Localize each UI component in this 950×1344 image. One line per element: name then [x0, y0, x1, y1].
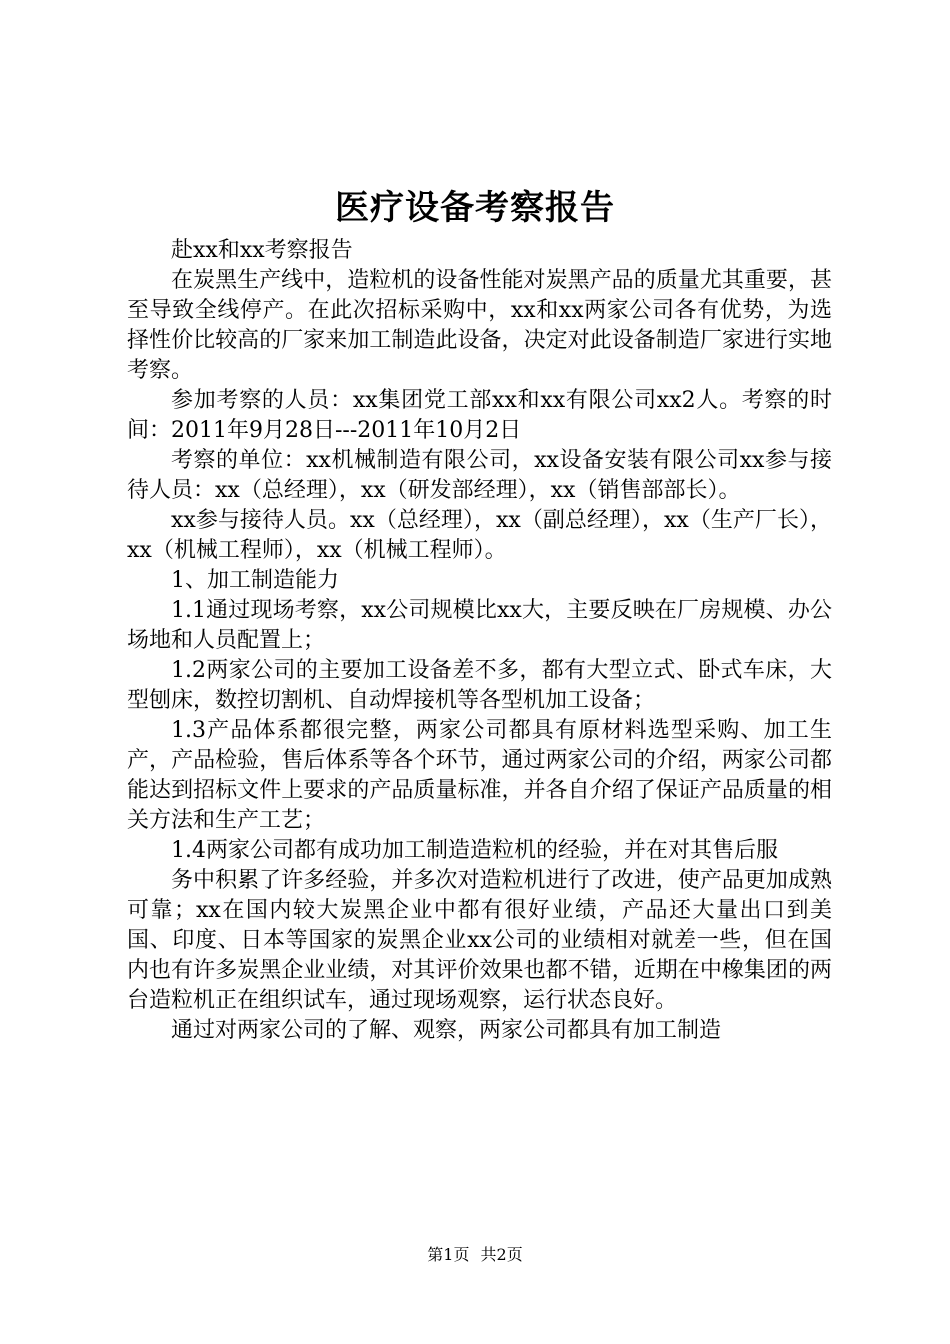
paragraph: 参加考察的人员：xx集团党工部xx和xx有限公司xx2人。考察的时间：2011年9月28日---2011年10月2日: [127, 388, 832, 443]
document-title: 医疗设备考察报告: [335, 188, 615, 228]
paragraph: 1.1通过现场考察，xx公司规模比xx大，主要反映在厂房规模、办公场地和人员配置上；: [127, 598, 832, 653]
paragraph: 考察的单位：xx机械制造有限公司，xx设备安装有限公司xx参与接待人员：xx（总经理），xx（研发部经理），xx（销售部部长）。: [127, 448, 832, 503]
paragraph: 务中积累了许多经验，并多次对造粒机进行了改进，使产品更加成熟可靠；xx在国内较大炭黑企业中都有很好业绩，产品还大量出口到美国、印度、日本等国家的炭黑企业xx公司的业绩相对就差一些，但在国内也有许多炭黑企业业绩，对其评价效果也都不错，近期在中橡集团的两台造粒机正在组织试车，通过现场观察，运行状态良好。: [127, 868, 832, 1013]
paragraph: 1.4两家公司都有成功加工制造造粒机的经验，并在对其售后服: [171, 838, 778, 863]
paragraph: 通过对两家公司的了解、观察，两家公司都具有加工制造: [171, 1018, 722, 1043]
paragraph: 赴xx和xx考察报告: [171, 238, 353, 263]
page-footer: [0, 1245, 950, 1265]
page-number: 第1页: [427, 1245, 470, 1264]
paragraph: 在炭黑生产线中，造粒机的设备性能对炭黑产品的质量尤其重要，甚至导致全线停产。在此次招标采购中，xx和xx两家公司各有优势，为选择性价比较高的厂家来加工制造此设备，决定对此设备制造厂家进行实地考察。: [127, 268, 832, 383]
paragraph: 1.3产品体系都很完整，两家公司都具有原材料选型采购、加工生产，产品检验，售后体系等各个环节，通过两家公司的介绍，两家公司都能达到招标文件上要求的产品质量标准，并各自介绍了保证产品质量的相关方法和生产工艺；: [127, 718, 832, 833]
paragraph: 1.2两家公司的主要加工设备差不多，都有大型立式、卧式车床，大型刨床，数控切割机、自动焊接机等各型机加工设备；: [127, 658, 832, 713]
paragraph: 1、加工制造能力: [171, 568, 339, 593]
document-body: [127, 236, 832, 1046]
page-total: 共2页: [480, 1245, 523, 1264]
paragraph: xx参与接待人员。xx（总经理），xx（副总经理），xx（生产厂长），xx（机械工程师），xx（机械工程师）。: [127, 508, 832, 563]
